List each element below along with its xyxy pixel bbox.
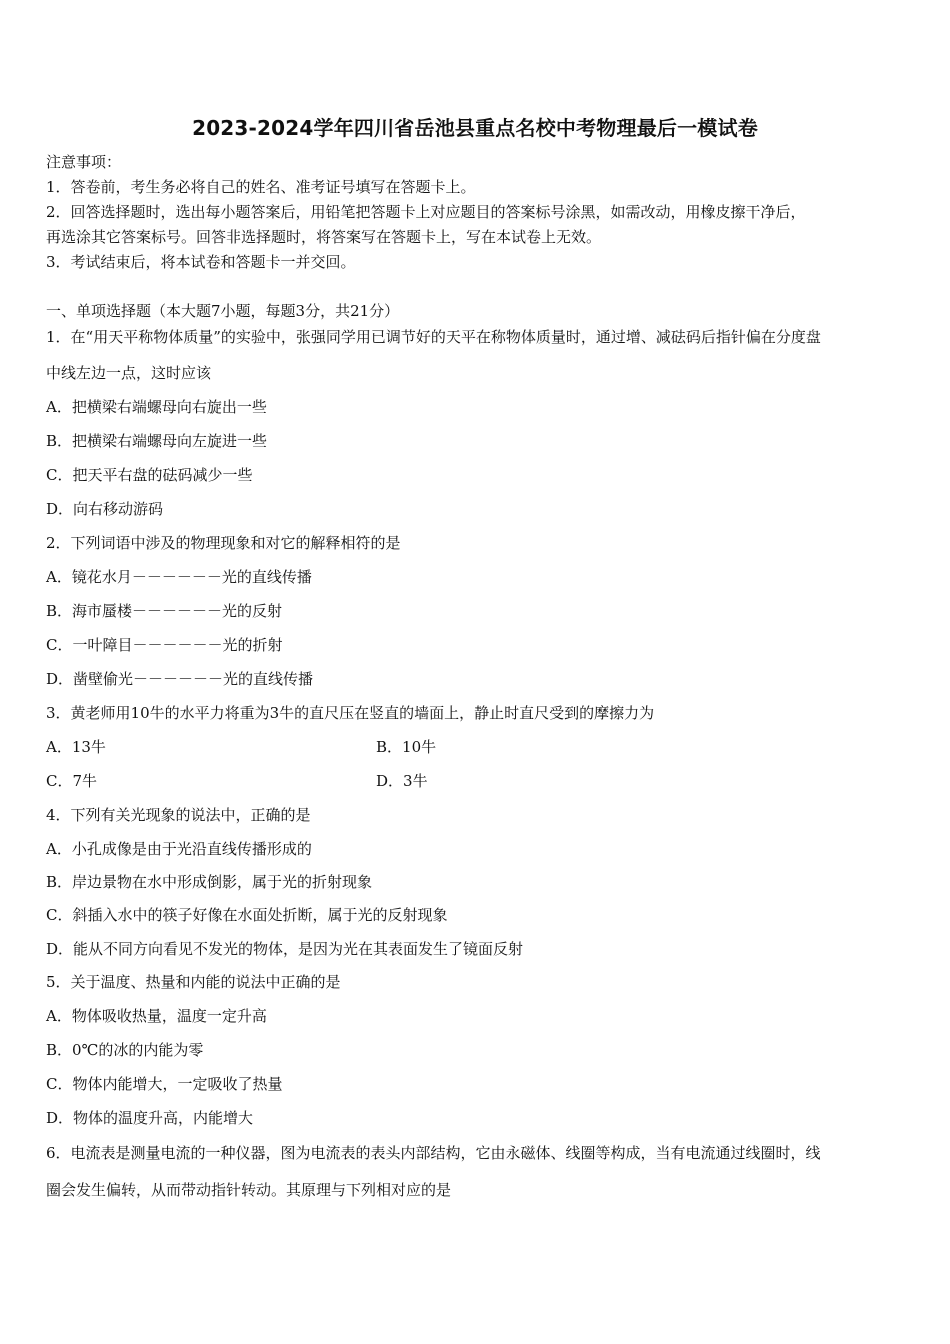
notice-item: 再选涂其它答案标号。回答非选择题时，将答案写在答题卡上，写在本试卷上无效。 — [46, 228, 602, 246]
question-1-option-a: A．把横梁右端螺母向右旋出一些 — [46, 398, 267, 416]
notice-item: 1．答卷前，考生务必将自己的姓名、准考证号填写在答题卡上。 — [46, 178, 476, 196]
question-5-option-c: C．物体内能增大，一定吸收了热量 — [46, 1075, 283, 1093]
question-6-stem: 6．电流表是测量电流的一种仪器，图为电流表的表头内部结构，它由永磁体、线圈等构成，当有电流通过线圈时，线 — [46, 1144, 821, 1162]
question-3-option-c: C．7牛 — [46, 772, 98, 790]
question-5-option-a: A．物体吸收热量，温度一定升高 — [46, 1007, 267, 1025]
question-3-option-a: A．13牛 — [46, 738, 106, 756]
question-1-stem: 1．在“用天平称物体质量”的实验中，张强同学用已调节好的天平在称物体质量时，通过增、减砝码后指针偏在分度盘 — [46, 328, 821, 346]
page-title: 2023-2024学年四川省岳池县重点名校中考物理最后一模试卷 — [192, 116, 758, 140]
question-2-stem: 2．下列词语中涉及的物理现象和对它的解释相符的是 — [46, 534, 401, 552]
question-2-option-a: A．镜花水月－－－－－－光的直线传播 — [46, 568, 312, 586]
question-2-option-d: D．凿壁偷光－－－－－－光的直线传播 — [46, 670, 314, 688]
question-4-option-c: C．斜插入水中的筷子好像在水面处折断，属于光的反射现象 — [46, 906, 448, 924]
question-3-option-b: B．10牛 — [376, 738, 437, 756]
question-5-option-b: B．0℃的冰的内能为零 — [46, 1041, 204, 1059]
question-3-option-d: D．3牛 — [376, 772, 428, 790]
question-1-option-b: B．把横梁右端螺母向左旋进一些 — [46, 432, 268, 450]
question-1-stem-cont: 中线左边一点，这时应该 — [46, 364, 212, 382]
question-4-option-d: D．能从不同方向看见不发光的物体，是因为光在其表面发生了镜面反射 — [46, 940, 524, 958]
question-6-stem-cont: 圈会发生偏转，从而带动指针转动。其原理与下列相对应的是 — [46, 1181, 452, 1199]
question-2-option-b: B．海市蜃楼－－－－－－光的反射 — [46, 602, 283, 620]
section-heading: 一、单项选择题（本大题7小题，每题3分，共21分） — [46, 302, 400, 320]
question-4-option-a: A．小孔成像是由于光沿直线传播形成的 — [46, 840, 312, 858]
notice-heading: 注意事项： — [46, 153, 122, 171]
notice-item: 2．回答选择题时，选出每小题答案后，用铅笔把答题卡上对应题目的答案标号涂黑，如需改动，用橡皮擦干净后， — [46, 203, 806, 221]
question-5-stem: 5．关于温度、热量和内能的说法中正确的是 — [46, 973, 341, 991]
question-5-option-d: D．物体的温度升高，内能增大 — [46, 1109, 254, 1127]
question-1-option-c: C．把天平右盘的砝码减少一些 — [46, 466, 253, 484]
question-4-stem: 4．下列有关光现象的说法中，正确的是 — [46, 806, 311, 824]
question-4-option-b: B．岸边景物在水中形成倒影，属于光的折射现象 — [46, 873, 373, 891]
question-1-option-d: D．向右移动游码 — [46, 500, 164, 518]
notice-item: 3．考试结束后，将本试卷和答题卡一并交回。 — [46, 253, 356, 271]
question-2-option-c: C．一叶障目－－－－－－光的折射 — [46, 636, 283, 654]
question-3-stem: 3．黄老师用10牛的水平力将重为3牛的直尺压在竖直的墙面上，静止时直尺受到的摩擦力为 — [46, 704, 655, 722]
